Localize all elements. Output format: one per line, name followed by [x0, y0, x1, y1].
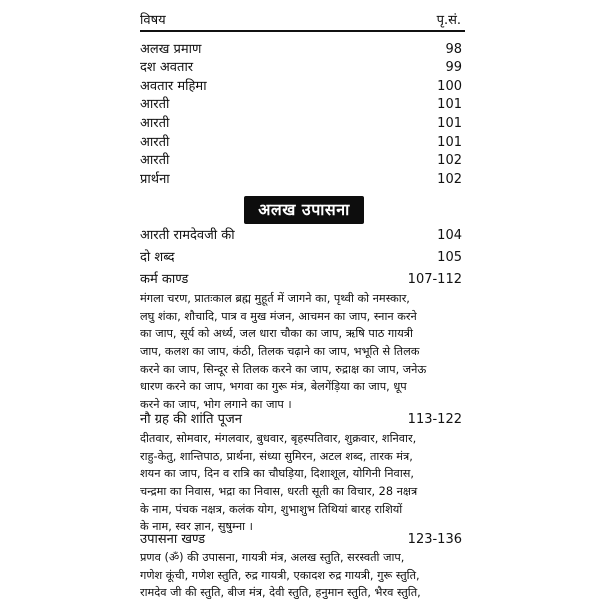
- description-line: मंगला चरण, प्रातःकाल ब्रह्म मुहूर्त में जागने का, पृथ्वी को नमस्कार,: [140, 292, 410, 305]
- entry-title: प्रार्थना: [140, 172, 170, 187]
- description-line: गणेश कूंची, गणेश स्तुति, रुद्र गायत्री, एकादश रुद्र गायत्री, गुरू स्तुति,: [140, 568, 420, 582]
- section-pages: 123-136: [407, 532, 462, 547]
- entry-page: 101: [437, 116, 462, 131]
- section-title: कर्म काण्ड: [140, 272, 189, 287]
- entry-page: 105: [437, 250, 462, 265]
- toc-entry: [140, 226, 462, 246]
- section-heading: [140, 270, 462, 290]
- section-description: [140, 290, 465, 414]
- section-pages: 107-112: [407, 272, 462, 287]
- toc-entry: [140, 133, 462, 153]
- entry-page: 102: [437, 172, 462, 187]
- description-line: प्रणव (ॐ) की उपासना, गायत्री मंत्र, अलख स्तुति, सरस्वती जाप,: [140, 551, 405, 564]
- description-line: राहु-केतु, शान्तिपाठ, प्रार्थना, संध्या सुमिरन, अटल शब्द, तारक मंत्र,: [140, 449, 413, 463]
- entry-page: 98: [445, 42, 462, 57]
- entry-title: दो शब्द: [140, 250, 175, 265]
- entry-page: 101: [437, 97, 462, 112]
- description-line: चन्द्रमा का निवास, भद्रा का निवास, धरती सूती का विचार, 28 नक्षत्र: [140, 485, 418, 499]
- entry-page: 104: [437, 228, 462, 243]
- entry-page: 100: [437, 79, 462, 94]
- toc-entry: [140, 58, 462, 78]
- entry-page: 102: [437, 153, 462, 168]
- toc-entry: [140, 40, 462, 60]
- toc-entry: [140, 95, 462, 115]
- description-line: धारण करने का जाप, भगवा का गुरू मंत्र, बेलगेंड़िया का जाप, धूप: [140, 380, 407, 394]
- entry-title: दश अवतार: [140, 60, 194, 75]
- section-heading: [140, 410, 462, 430]
- toc-header: [140, 8, 465, 32]
- toc-entry: [140, 77, 462, 97]
- entry-title: आरती: [140, 153, 170, 168]
- description-line: रामदेव जी की स्तुति, बीज मंत्र, देवी स्तुति, हनुमान स्तुति, भैरव स्तुति,: [140, 586, 421, 600]
- section-description: [140, 549, 465, 602]
- entry-title: आरती रामदेवजी की: [140, 228, 235, 243]
- entry-page: 99: [445, 60, 462, 75]
- toc-entry: [140, 151, 462, 171]
- description-line: दीतवार, सोमवार, मंगलवार, बुधवार, बृहस्पतिवार, शुक्रवार, शनिवार,: [140, 432, 417, 445]
- description-line: करने का जाप, सिन्दूर से तिलक करने का जाप, रुद्राक्ष का जाप, जनेऊ: [140, 362, 427, 376]
- description-line: का जाप, सूर्य को अर्ध्य, जल धारा चौका का जाप, ऋषि पाठ गायत्री: [140, 327, 413, 341]
- banner-title: अलख उपासना: [244, 196, 364, 224]
- section-description: [140, 430, 465, 536]
- description-line: लघु शंका, शौचादि, पात्र व मुख मंजन, आचमन का जाप, स्नान करने: [140, 309, 417, 323]
- section-title: उपासना खण्ड: [140, 532, 206, 547]
- toc-entry: [140, 248, 462, 268]
- description-line: शयन का जाप, दिन व रात्रि का चौघड़िया, दिशाशूल, योगिनी निवास,: [140, 467, 414, 481]
- entry-page: 101: [437, 135, 462, 150]
- entry-title: अलख प्रमाण: [140, 42, 202, 57]
- header-page: पृ.सं.: [436, 13, 461, 28]
- description-line: करने का जाप, भोग लगाने का जाप ।: [140, 398, 292, 412]
- section-banner: [140, 196, 462, 226]
- entry-title: आरती: [140, 97, 170, 112]
- description-line: जाप, कलश का जाप, कंठी, तिलक चढ़ाने का जाप, भभूति से तिलक: [140, 345, 420, 359]
- entry-title: आरती: [140, 116, 170, 131]
- section-title: नौ ग्रह की शांति पूजन: [140, 412, 242, 427]
- section-heading: [140, 530, 462, 550]
- toc-entry: [140, 114, 462, 134]
- description-line: के नाम, स्वर ज्ञान, सुषुम्ना ।: [140, 520, 253, 534]
- entry-title: आरती: [140, 135, 170, 150]
- section-pages: 113-122: [407, 412, 462, 427]
- description-line: के नाम, पंचक नक्षत्र, कलंक योग, शुभाशुभ तिथियां बारह राशियों: [140, 502, 403, 516]
- toc-entry: [140, 170, 462, 190]
- header-subject: विषय: [140, 13, 166, 28]
- entry-title: अवतार महिमा: [140, 79, 207, 94]
